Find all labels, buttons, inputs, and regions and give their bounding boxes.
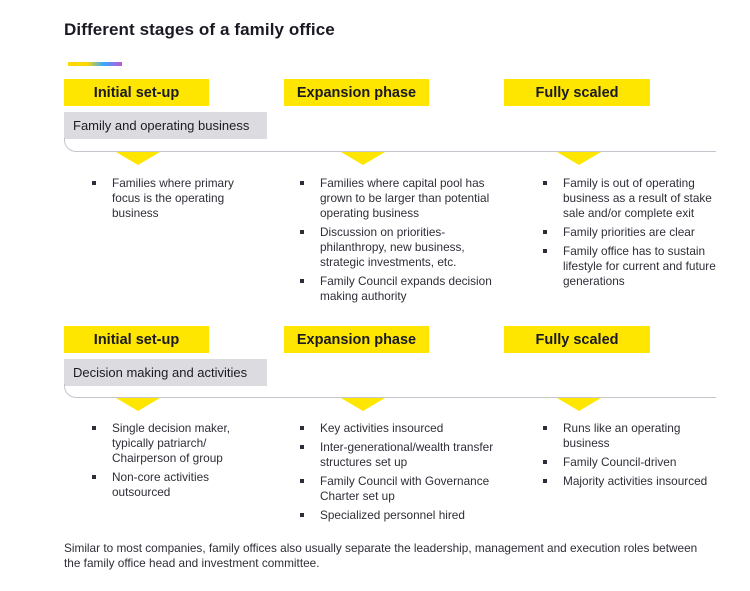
section-bracket — [64, 384, 716, 398]
list-item: Runs like an operating business — [539, 421, 724, 451]
list-item: Family Council-driven — [539, 455, 724, 470]
bullet-list-expansion-2 — [296, 421, 511, 527]
stage-tab-scaled-2: Fully scaled — [504, 326, 650, 353]
stage-tab-scaled-1: Fully scaled — [504, 79, 650, 106]
section-bracket — [64, 138, 716, 152]
list-item: Family priorities are clear — [539, 225, 724, 240]
accent-bar — [68, 62, 122, 66]
pointer-arrow — [116, 398, 160, 411]
stage-tab-expansion-1: Expansion phase — [284, 79, 429, 106]
list-item: Families where primary focus is the operating business — [88, 176, 238, 221]
page-title: Different stages of a family office — [64, 20, 335, 39]
list-item: Specialized personnel hired — [296, 508, 511, 523]
bullet-list-scaled-1 — [539, 176, 724, 293]
list-item: Key activities insourced — [296, 421, 511, 436]
bullet-list-expansion-1 — [296, 176, 511, 308]
list-item: Discussion on priorities-philanthropy, new business, strategic investments, etc. — [296, 225, 511, 270]
pointer-arrow — [116, 152, 160, 165]
bullet-list-initial-2 — [88, 421, 258, 504]
pointer-arrow — [341, 398, 385, 411]
list-item: Families where capital pool has grown to be larger than potential operating business — [296, 176, 511, 221]
footer-note: Similar to most companies, family offices also usually separate the leadership, management and execution roles between the family office head and investment committee. — [64, 541, 698, 570]
list-item: Family is out of operating business as a result of stake sale and/or complete exit — [539, 176, 724, 221]
stage-tab-initial-2: Initial set-up — [64, 326, 209, 353]
category-label: Family and operating business — [64, 112, 267, 139]
category-label: Decision making and activities — [64, 359, 267, 386]
list-item: Non-core activities outsourced — [88, 470, 258, 500]
list-item: Inter-generational/wealth transfer structures set up — [296, 440, 511, 470]
list-item: Majority activities insourced — [539, 474, 724, 489]
stage-tab-initial-1: Initial set-up — [64, 79, 209, 106]
list-item: Family Council with Governance Charter set up — [296, 474, 511, 504]
bullet-list-initial-1 — [88, 176, 238, 225]
list-item: Single decision maker, typically patriarch/ Chairperson of group — [88, 421, 258, 466]
list-item: Family office has to sustain lifestyle for current and future generations — [539, 244, 724, 289]
pointer-arrow — [557, 152, 601, 165]
bullet-list-scaled-2 — [539, 421, 724, 493]
stage-tab-expansion-2: Expansion phase — [284, 326, 429, 353]
pointer-arrow — [341, 152, 385, 165]
pointer-arrow — [557, 398, 601, 411]
list-item: Family Council expands decision making authority — [296, 274, 511, 304]
